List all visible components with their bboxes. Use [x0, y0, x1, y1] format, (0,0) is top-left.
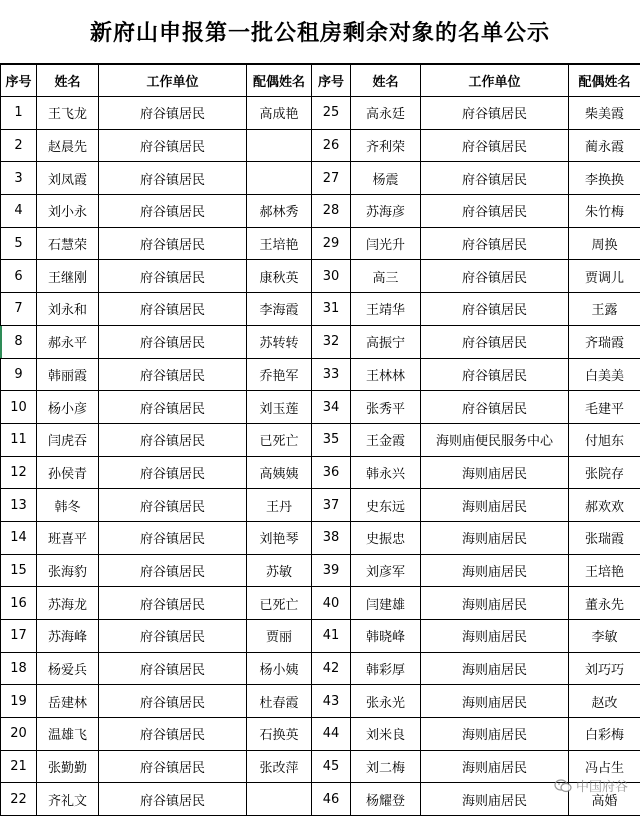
cell-index-right: 26: [312, 129, 351, 162]
cell-index-right: 36: [312, 456, 351, 489]
cell-name-right: 闫建雄: [351, 587, 421, 620]
table-row: [1, 293, 640, 326]
table-row: [1, 423, 640, 456]
cell-name-left: 郝永平: [37, 325, 99, 358]
table-row: [1, 391, 640, 424]
cell-name-right: 刘彦军: [351, 554, 421, 587]
cell-name-left: 韩丽霞: [37, 358, 99, 391]
col-header-name-right: 姓名: [351, 65, 421, 97]
cell-name-left: 杨小彦: [37, 391, 99, 424]
cell-name-left: 闫虎吞: [37, 423, 99, 456]
table-row: [1, 554, 640, 587]
cell-index-left: 19: [1, 685, 37, 718]
cell-spouse-right: 高婚: [569, 783, 640, 816]
cell-workplace-right: 海则庙居民: [421, 750, 569, 783]
cell-spouse-right: 赵改: [569, 685, 640, 718]
cell-spouse-right: 付旭东: [569, 423, 640, 456]
watermark-text: 中国府谷: [575, 780, 628, 795]
cell-index-left: 10: [1, 391, 37, 424]
cell-spouse-left: 张改萍: [247, 750, 312, 783]
table-row: [1, 750, 640, 783]
cell-workplace-right: 府谷镇居民: [421, 260, 569, 293]
cell-workplace-right: 海则庙居民: [421, 652, 569, 685]
cell-workplace-right: 府谷镇居民: [421, 293, 569, 326]
cell-workplace-left: 府谷镇居民: [99, 783, 247, 816]
cell-index-left: 1: [1, 97, 37, 130]
cell-spouse-left: 王培艳: [247, 227, 312, 260]
cell-index-right: 41: [312, 620, 351, 653]
cell-workplace-left: 府谷镇居民: [99, 423, 247, 456]
cell-name-left: 张海豹: [37, 554, 99, 587]
cell-index-right: 37: [312, 489, 351, 522]
table-row: [1, 685, 640, 718]
cell-name-left: 韩冬: [37, 489, 99, 522]
cell-workplace-left: 府谷镇居民: [99, 391, 247, 424]
cell-workplace-left: 府谷镇居民: [99, 97, 247, 130]
cell-workplace-left: 府谷镇居民: [99, 227, 247, 260]
cell-spouse-right: 王培艳: [569, 554, 640, 587]
cell-name-right: 史振忠: [351, 521, 421, 554]
cell-spouse-left: 刘艳琴: [247, 521, 312, 554]
cell-spouse-right: 李敏: [569, 620, 640, 653]
table-row: [1, 195, 640, 228]
table-row: [1, 587, 640, 620]
cell-selection-marker: [0, 326, 2, 358]
cell-index-right: 43: [312, 685, 351, 718]
cell-workplace-left: 府谷镇居民: [99, 750, 247, 783]
cell-index-left: 8: [1, 325, 37, 358]
cell-spouse-left: 刘玉莲: [247, 391, 312, 424]
cell-index-left: 5: [1, 227, 37, 260]
cell-spouse-left: [247, 129, 312, 162]
table-row: [1, 260, 640, 293]
cell-workplace-right: 府谷镇居民: [421, 162, 569, 195]
cell-index-right: 45: [312, 750, 351, 783]
cell-spouse-left: [247, 162, 312, 195]
cell-name-right: 杨耀登: [351, 783, 421, 816]
cell-spouse-left: 康秋英: [247, 260, 312, 293]
cell-name-left: 赵晨先: [37, 129, 99, 162]
cell-name-right: 刘二梅: [351, 750, 421, 783]
cell-index-right: 42: [312, 652, 351, 685]
col-header-spouse-right: 配偶姓名: [569, 65, 640, 97]
cell-name-left: 齐礼文: [37, 783, 99, 816]
cell-index-right: 25: [312, 97, 351, 130]
cell-index-left: 16: [1, 587, 37, 620]
col-header-index-right: 序号: [312, 65, 351, 97]
cell-spouse-right: 朱竹梅: [569, 195, 640, 228]
col-header-spouse-left: 配偶姓名: [247, 65, 312, 97]
watermark: [554, 776, 628, 795]
roster-table: [0, 64, 640, 816]
cell-spouse-right: 郝欢欢: [569, 489, 640, 522]
cell-spouse-right: 王露: [569, 293, 640, 326]
cell-index-right: 33: [312, 358, 351, 391]
cell-index-left: 14: [1, 521, 37, 554]
cell-spouse-left: 苏敏: [247, 554, 312, 587]
cell-spouse-right: 白彩梅: [569, 718, 640, 751]
table-row: [1, 325, 640, 358]
cell-index-left: 3: [1, 162, 37, 195]
cell-index-left: 17: [1, 620, 37, 653]
cell-workplace-left: 府谷镇居民: [99, 456, 247, 489]
cell-workplace-right: 府谷镇居民: [421, 195, 569, 228]
cell-workplace-left: 府谷镇居民: [99, 358, 247, 391]
table-row: [1, 97, 640, 130]
cell-index-right: 39: [312, 554, 351, 587]
cell-spouse-right: 毛建平: [569, 391, 640, 424]
cell-workplace-right: 海则庙居民: [421, 783, 569, 816]
cell-workplace-left: 府谷镇居民: [99, 587, 247, 620]
table-row: [1, 521, 640, 554]
cell-index-left: 13: [1, 489, 37, 522]
cell-name-right: 苏海彦: [351, 195, 421, 228]
cell-workplace-left: 府谷镇居民: [99, 162, 247, 195]
cell-name-left: 王飞龙: [37, 97, 99, 130]
cell-workplace-right: 府谷镇居民: [421, 97, 569, 130]
page-title: 新府山申报第一批公租房剩余对象的名单公示: [0, 0, 640, 64]
cell-index-right: 38: [312, 521, 351, 554]
col-header-workplace-left: 工作单位: [99, 65, 247, 97]
cell-spouse-left: 高姨姨: [247, 456, 312, 489]
cell-workplace-left: 府谷镇居民: [99, 325, 247, 358]
cell-spouse-left: 已死亡: [247, 587, 312, 620]
col-header-workplace-right: 工作单位: [421, 65, 569, 97]
cell-index-left: 18: [1, 652, 37, 685]
cell-index-left: 6: [1, 260, 37, 293]
cell-index-right: 44: [312, 718, 351, 751]
table-row: [1, 162, 640, 195]
cell-spouse-left: 杨小姨: [247, 652, 312, 685]
cell-name-right: 张秀平: [351, 391, 421, 424]
cell-workplace-right: 府谷镇居民: [421, 391, 569, 424]
cell-name-right: 韩晓峰: [351, 620, 421, 653]
cell-name-left: 孙侯青: [37, 456, 99, 489]
cell-workplace-left: 府谷镇居民: [99, 260, 247, 293]
cell-spouse-right: 周换: [569, 227, 640, 260]
cell-workplace-left: 府谷镇居民: [99, 685, 247, 718]
cell-spouse-left: [247, 783, 312, 816]
cell-index-right: 34: [312, 391, 351, 424]
cell-workplace-left: 府谷镇居民: [99, 293, 247, 326]
cell-workplace-left: 府谷镇居民: [99, 620, 247, 653]
cell-index-left: 22: [1, 783, 37, 816]
cell-index-left: 20: [1, 718, 37, 751]
cell-name-right: 杨震: [351, 162, 421, 195]
cell-index-right: 40: [312, 587, 351, 620]
cell-workplace-left: 府谷镇居民: [99, 489, 247, 522]
cell-workplace-right: 海则庙居民: [421, 718, 569, 751]
cell-name-right: 高三: [351, 260, 421, 293]
cell-name-right: 高永廷: [351, 97, 421, 130]
cell-index-right: 46: [312, 783, 351, 816]
cell-name-right: 张永光: [351, 685, 421, 718]
cell-name-left: 温雄飞: [37, 718, 99, 751]
cell-workplace-right: 海则庙居民: [421, 587, 569, 620]
roster-body: [1, 97, 640, 816]
cell-index-left: 11: [1, 423, 37, 456]
col-header-name-left: 姓名: [37, 65, 99, 97]
cell-workplace-right: 海则庙居民: [421, 685, 569, 718]
table-row: [1, 227, 640, 260]
cell-index-right: 30: [312, 260, 351, 293]
cell-workplace-right: 府谷镇居民: [421, 227, 569, 260]
cell-name-right: 高振宁: [351, 325, 421, 358]
cell-spouse-right: 张瑞霞: [569, 521, 640, 554]
table-row: [1, 652, 640, 685]
cell-workplace-left: 府谷镇居民: [99, 718, 247, 751]
table-row: [1, 489, 640, 522]
cell-spouse-right: 柴美霞: [569, 97, 640, 130]
cell-spouse-left: 高成艳: [247, 97, 312, 130]
cell-workplace-right: 海则庙居民: [421, 521, 569, 554]
cell-index-right: 31: [312, 293, 351, 326]
cell-workplace-right: 府谷镇居民: [421, 129, 569, 162]
table-row: [1, 129, 640, 162]
cell-spouse-right: 贾调儿: [569, 260, 640, 293]
cell-workplace-left: 府谷镇居民: [99, 129, 247, 162]
cell-workplace-left: 府谷镇居民: [99, 195, 247, 228]
cell-spouse-right: 蔺永霞: [569, 129, 640, 162]
cell-name-right: 齐利荣: [351, 129, 421, 162]
cell-name-left: 刘凤霞: [37, 162, 99, 195]
cell-workplace-left: 府谷镇居民: [99, 554, 247, 587]
cell-spouse-left: 李海霞: [247, 293, 312, 326]
cell-name-left: 班喜平: [37, 521, 99, 554]
cell-workplace-right: 海则庙便民服务中心: [421, 423, 569, 456]
cell-name-left: 石慧荣: [37, 227, 99, 260]
cell-workplace-right: 海则庙居民: [421, 489, 569, 522]
cell-name-right: 韩彩厚: [351, 652, 421, 685]
cell-name-right: 刘米良: [351, 718, 421, 751]
cell-index-left: 9: [1, 358, 37, 391]
cell-workplace-right: 海则庙居民: [421, 456, 569, 489]
cell-index-right: 32: [312, 325, 351, 358]
cell-workplace-left: 府谷镇居民: [99, 652, 247, 685]
cell-index-left: 7: [1, 293, 37, 326]
cell-name-left: 刘永和: [37, 293, 99, 326]
cell-name-left: 岳建林: [37, 685, 99, 718]
table-row: [1, 456, 640, 489]
cell-spouse-left: 已死亡: [247, 423, 312, 456]
cell-spouse-right: 董永先: [569, 587, 640, 620]
cell-spouse-left: 贾丽: [247, 620, 312, 653]
cell-spouse-right: 李换换: [569, 162, 640, 195]
cell-name-left: 王继刚: [37, 260, 99, 293]
cell-index-left: 12: [1, 456, 37, 489]
cell-name-right: 闫光升: [351, 227, 421, 260]
cell-name-left: 刘小永: [37, 195, 99, 228]
cell-index-right: 29: [312, 227, 351, 260]
cell-name-left: 张勤勤: [37, 750, 99, 783]
cell-index-left: 2: [1, 129, 37, 162]
cell-name-left: 杨爱兵: [37, 652, 99, 685]
cell-spouse-left: 王丹: [247, 489, 312, 522]
cell-spouse-right: 张院存: [569, 456, 640, 489]
header-row: [1, 65, 640, 97]
cell-workplace-right: 海则庙居民: [421, 554, 569, 587]
cell-name-left: 苏海龙: [37, 587, 99, 620]
cell-spouse-left: 郝林秀: [247, 195, 312, 228]
cell-name-right: 王金霞: [351, 423, 421, 456]
col-header-index-left: 序号: [1, 65, 37, 97]
cell-spouse-right: 冯占生: [569, 750, 640, 783]
cell-index-left: 15: [1, 554, 37, 587]
cell-name-right: 史东远: [351, 489, 421, 522]
cell-name-right: 王靖华: [351, 293, 421, 326]
table-row: [1, 718, 640, 751]
cell-index-left: 4: [1, 195, 37, 228]
cell-spouse-right: 齐瑞霞: [569, 325, 640, 358]
table-row: [1, 358, 640, 391]
cell-spouse-right: 刘巧巧: [569, 652, 640, 685]
cell-workplace-right: 府谷镇居民: [421, 358, 569, 391]
cell-spouse-left: 苏转转: [247, 325, 312, 358]
cell-name-left: 苏海峰: [37, 620, 99, 653]
cell-name-right: 韩永兴: [351, 456, 421, 489]
cell-spouse-left: 石换英: [247, 718, 312, 751]
cell-spouse-left: 杜春霞: [247, 685, 312, 718]
cell-workplace-right: 海则庙居民: [421, 620, 569, 653]
wechat-icon: [554, 779, 572, 793]
cell-spouse-right: 白美美: [569, 358, 640, 391]
cell-index-right: 27: [312, 162, 351, 195]
cell-spouse-left: 乔艳军: [247, 358, 312, 391]
cell-index-right: 35: [312, 423, 351, 456]
cell-index-left: 21: [1, 750, 37, 783]
cell-index-right: 28: [312, 195, 351, 228]
table-row: [1, 620, 640, 653]
cell-workplace-left: 府谷镇居民: [99, 521, 247, 554]
table-row: [1, 783, 640, 816]
cell-name-right: 王林林: [351, 358, 421, 391]
cell-workplace-right: 府谷镇居民: [421, 325, 569, 358]
